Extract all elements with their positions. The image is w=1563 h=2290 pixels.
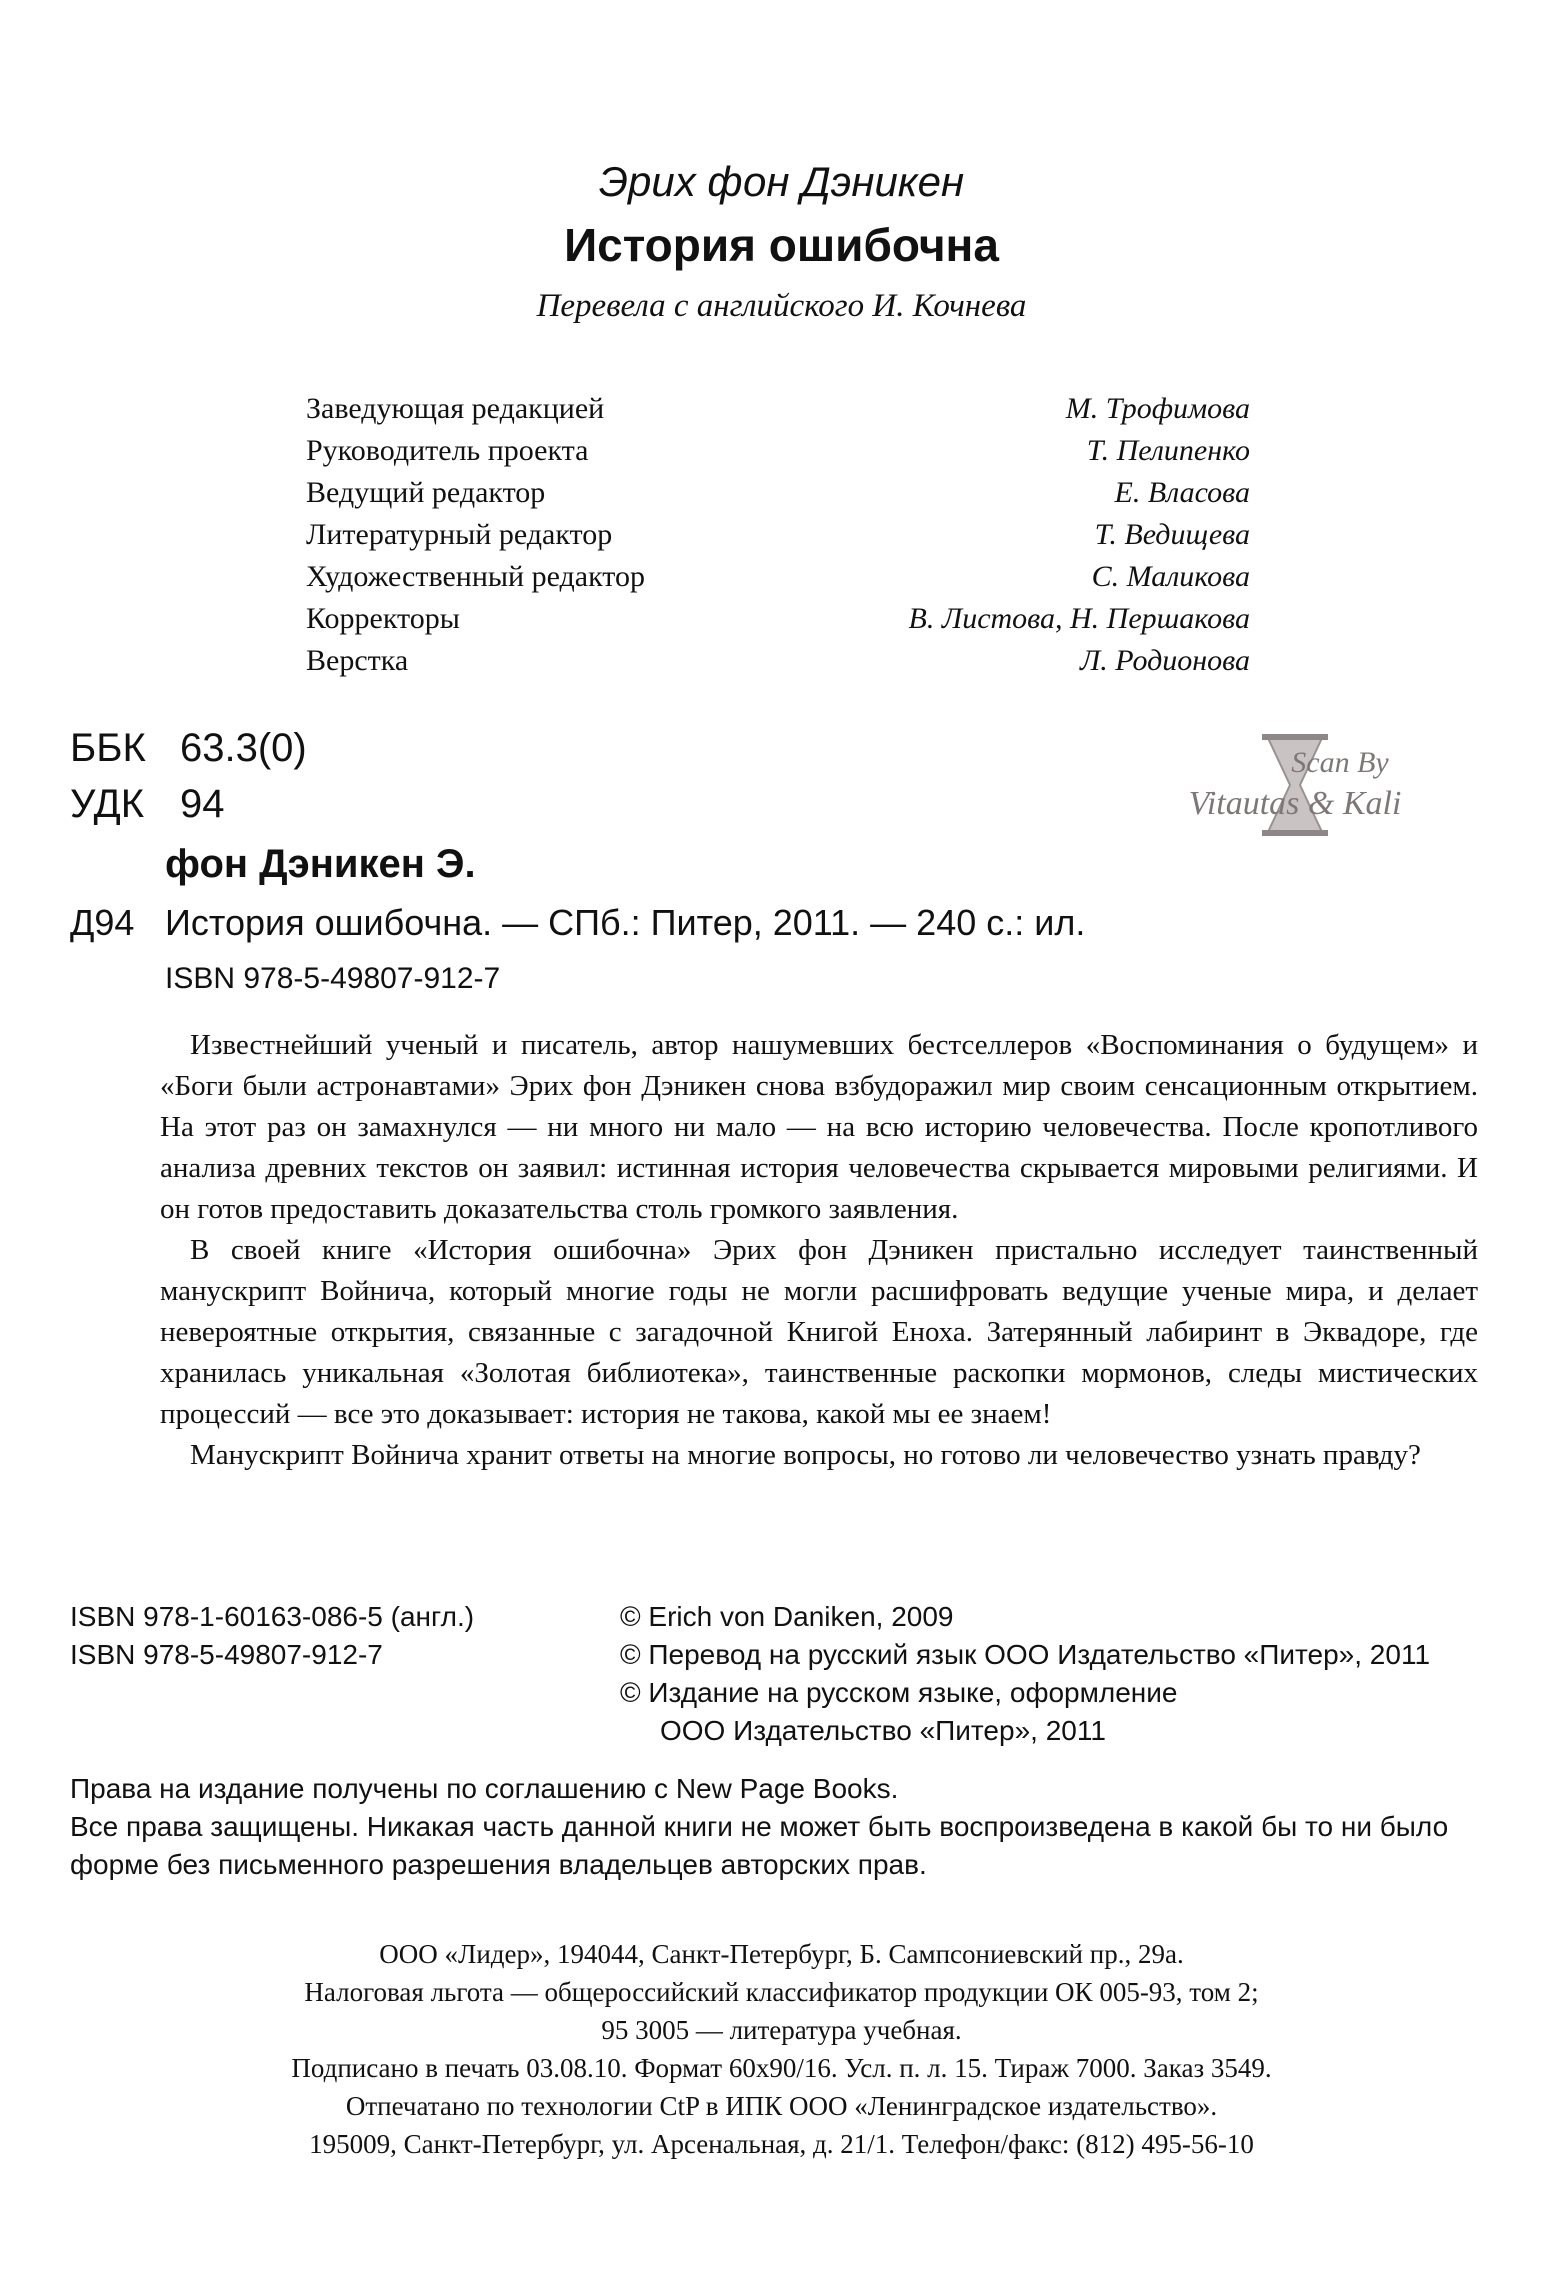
udk-label: УДК (70, 782, 145, 826)
rights-reserved: Все права защищены. Никакая часть данной книги не может быть воспроизведена в какой бы то ни было форме без письменного разрешения владельцев авторских прав. (70, 1811, 1449, 1880)
udk-value: 94 (180, 782, 225, 826)
book-author: Эрих фон Дэникен (598, 158, 965, 205)
copyright-translation: © Перевод на русский язык ООО Издательство «Питер», 2011 (620, 1639, 1431, 1670)
isbn-list (70, 1598, 474, 1674)
staff-row (306, 556, 1250, 598)
editorial-staff-list (306, 388, 1250, 682)
staff-row (306, 430, 1250, 472)
catalog-description: История ошибочна. — СПб.: Питер, 2011. — 240 с.: ил. (165, 902, 1086, 943)
rights-license: Права на издание получены по соглашению с New Page Books. (70, 1773, 899, 1804)
catalog-author: фон Дэникен Э. (165, 842, 476, 886)
staff-name: Л. Родионова (1079, 644, 1250, 677)
imprint-line: Налоговая льгота — общероссийский классификатор продукции ОК 005-93, том 2; (304, 1977, 1259, 2007)
staff-row (306, 598, 1250, 640)
copyright-list (620, 1598, 1430, 1750)
staff-role: Верстка (306, 644, 409, 677)
staff-row (306, 640, 1250, 682)
staff-name: В. Листова, Н. Першакова (908, 602, 1250, 635)
isbn-russian: ISBN 978-5-49807-912-7 (70, 1639, 383, 1670)
imprint-line: Отпечатано по технологии CtP в ИПК ООО «Ленинградское издательство». (345, 2091, 1218, 2121)
book-annotation (160, 1025, 1478, 1476)
annotation-paragraph: Манускрипт Войнича хранит ответы на многие вопросы, но готово ли человечество узнать правду? (190, 1439, 1421, 1471)
imprint-line: ООО «Лидер», 194044, Санкт-Петербург, Б. Сампсониевский пр., 29а. (379, 1939, 1184, 1969)
catalog-code: Д94 (70, 902, 135, 943)
staff-name: Т. Ведищева (1094, 518, 1250, 551)
staff-role: Корректоры (306, 602, 460, 635)
staff-name: Е. Власова (1114, 476, 1250, 509)
bbk-label: ББК (70, 726, 146, 770)
staff-role: Заведующая редакцией (306, 392, 605, 425)
staff-role: Ведущий редактор (306, 476, 546, 509)
staff-name: С. Маликова (1091, 560, 1250, 593)
staff-role: Руководитель проекта (306, 434, 589, 467)
copyright-original: © Erich von Daniken, 2009 (620, 1601, 954, 1632)
staff-name: Т. Пелипенко (1086, 434, 1250, 467)
staff-role: Художественный редактор (306, 560, 645, 593)
translator-credit: Перевела с английского И. Кочнева (536, 288, 1027, 324)
printing-imprint (0, 1935, 1563, 2163)
catalog-isbn: ISBN 978-5-49807-912-7 (165, 962, 501, 995)
scanner-watermark (1150, 730, 1440, 840)
annotation-paragraph: Известнейший ученый и писатель, автор нашумевших бестселлеров «Воспоминания о будущем» и «Боги были астронавтами» Эрих фон Дэникен снова взбудоражил мир своим сенсационным открытием. На этот раз он замахнулся — ни много ни мало — на всю историю человечества. После кропотливого анализа древних текстов он заявил: истинная история человечества скрывается мировыми религиями. И он готов предоставить доказательства столь громкого заявления. (160, 1029, 1478, 1225)
staff-name: М. Трофимова (1065, 392, 1250, 425)
staff-row (306, 388, 1250, 430)
classification-codes (70, 720, 307, 832)
bbk-code (70, 720, 307, 776)
imprint-line: Подписано в печать 03.08.10. Формат 60х90/16. Усл. п. л. 15. Тираж 7000. Заказ 3549. (291, 2053, 1272, 2083)
staff-row (306, 514, 1250, 556)
book-title: История ошибочна (564, 219, 999, 271)
imprint-line: 95 3005 — литература учебная. (601, 2015, 962, 2045)
staff-role: Литературный редактор (306, 518, 613, 551)
copyright-edition-publisher: ООО Издательство «Питер», 2011 (660, 1715, 1106, 1746)
staff-row (306, 472, 1250, 514)
imprint-line: 195009, Санкт-Петербург, ул. Арсенальная, д. 21/1. Телефон/факс: (812) 495-56-10 (309, 2129, 1254, 2159)
isbn-english: ISBN 978-1-60163-086-5 (англ.) (70, 1601, 475, 1632)
rights-notice (70, 1770, 1490, 1884)
udk-code (70, 776, 307, 832)
watermark-line1: Scan By (1291, 746, 1389, 779)
annotation-paragraph: В своей книге «История ошибочна» Эрих фон Дэникен пристально исследует таинственный манускрипт Войнича, который многие годы не могли расшифровать ведущие ученые мира, и делает невероятные открытия, связанные с загадочной Книгой Еноха. Затерянный лабиринт в Эквадоре, где хранилась уникальная «Золотая библиотека», таинственные раскопки мормонов, следы мистических процессий — все это доказывает: история не такова, какой мы ее знаем! (160, 1234, 1478, 1430)
catalog-entry (70, 902, 1085, 944)
copyright-edition: © Издание на русском языке, оформление (620, 1677, 1178, 1708)
watermark-line2: Vitautas & Kali (1188, 785, 1402, 822)
bbk-value: 63.3(0) (180, 726, 307, 770)
